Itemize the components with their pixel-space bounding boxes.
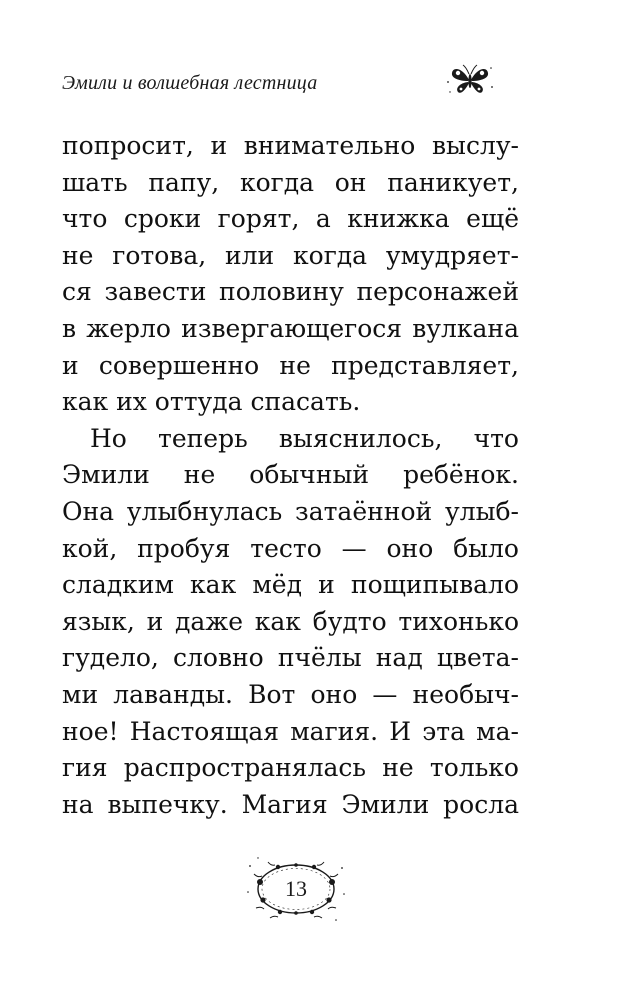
running-head-title: Эмили и волшебная лестница (62, 72, 318, 94)
text-line: кой, пробуя тесто — оно было (62, 533, 519, 563)
text-line: ное! Настоящая магия. И эта ма- (62, 716, 519, 746)
text-line: шать папу, когда он паникует, (62, 167, 519, 197)
page-number: 13 (285, 876, 307, 901)
text-line: сладким как мёд и пощипывало (62, 570, 519, 600)
text-line: Эмили не обычный ребёнок. (62, 460, 519, 490)
text-line: на выпечку. Магия Эмили росла (62, 789, 519, 819)
text-line: попросит, и внимательно выслу- (62, 131, 519, 160)
text-line: в жерло извергающегося вулкана (62, 313, 519, 343)
text-line: гудело, словно пчёлы над цвета- (62, 643, 519, 673)
text-line: и совершенно не представляет, (62, 350, 519, 380)
text-line: что сроки горят, а книжка ещё (62, 204, 519, 234)
page-text (62, 128, 519, 823)
text-line: как их оттуда спасать. (62, 387, 361, 417)
text-line: ся завести половину персонажей (62, 277, 519, 307)
text-line: гия распространялась не только (62, 753, 519, 783)
text-line: ми лаванды. Вот оно — необыч- (62, 679, 519, 709)
butterfly-icon (445, 62, 495, 98)
text-line: Она улыбнулась затаённой улыб- (62, 496, 519, 526)
text-line: не готова, или когда умудряет- (62, 240, 519, 270)
text-line: язык, и даже как будто тихонько (62, 606, 519, 636)
page-number-frame (244, 852, 348, 926)
text-line: Но теперь выяснилось, что (90, 423, 519, 453)
